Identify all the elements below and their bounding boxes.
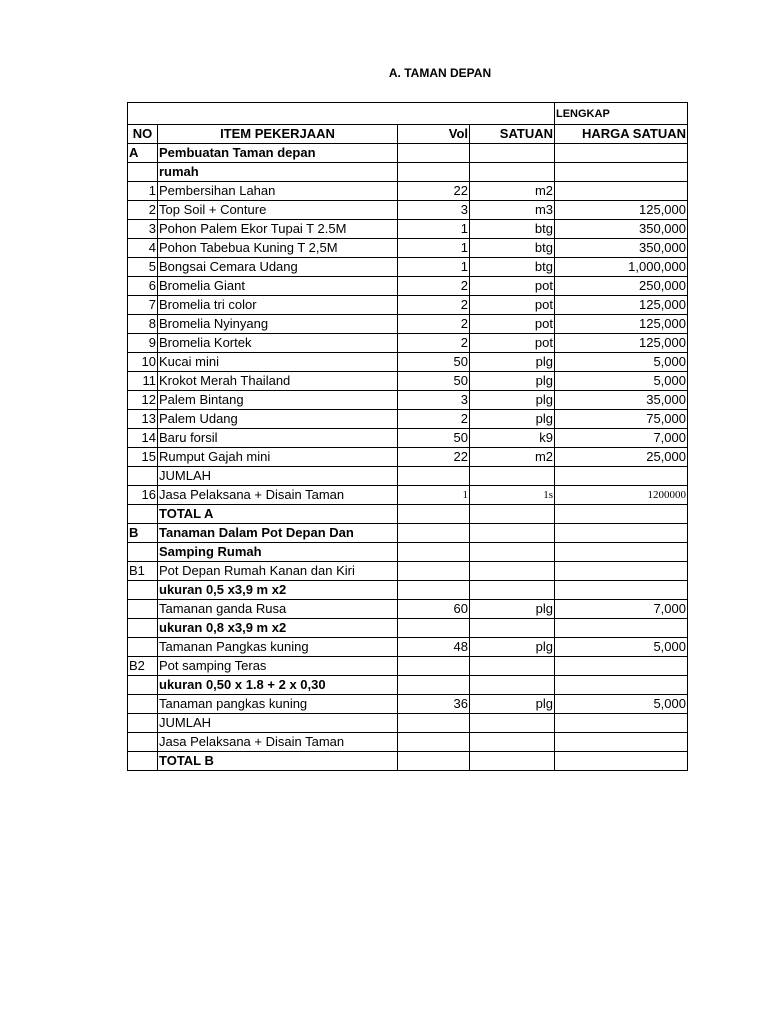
row-item: TOTAL B bbox=[158, 752, 398, 771]
row-vol: 2 bbox=[398, 410, 470, 429]
row-no bbox=[128, 714, 158, 733]
table-row bbox=[128, 752, 688, 771]
row-no: B2 bbox=[128, 657, 158, 676]
row-vol: 2 bbox=[398, 315, 470, 334]
row-no bbox=[128, 467, 158, 486]
row-vol: 2 bbox=[398, 296, 470, 315]
row-vol: 50 bbox=[398, 429, 470, 448]
row-satuan bbox=[470, 505, 555, 524]
row-item: Jasa Pelaksana + Disain Taman bbox=[158, 733, 398, 752]
table-row bbox=[128, 448, 688, 467]
table-row bbox=[128, 619, 688, 638]
row-item: Bromelia tri color bbox=[158, 296, 398, 315]
row-satuan bbox=[470, 467, 555, 486]
row-harga: 125,000 bbox=[555, 201, 688, 220]
table-row bbox=[128, 410, 688, 429]
lengkap-label: LENGKAP bbox=[555, 103, 688, 125]
row-harga bbox=[555, 676, 688, 695]
row-item: ukuran 0,5 x3,9 m x2 bbox=[158, 581, 398, 600]
row-harga bbox=[555, 543, 688, 562]
row-no: 1 bbox=[128, 182, 158, 201]
row-satuan: plg bbox=[470, 695, 555, 714]
table-row bbox=[128, 334, 688, 353]
row-no bbox=[128, 600, 158, 619]
row-item: Pembuatan Taman depan bbox=[158, 144, 398, 163]
row-vol bbox=[398, 733, 470, 752]
row-vol bbox=[398, 714, 470, 733]
row-harga bbox=[555, 733, 688, 752]
row-vol bbox=[398, 505, 470, 524]
header-harga: HARGA SATUAN bbox=[555, 125, 688, 144]
row-vol: 1 bbox=[398, 486, 470, 505]
row-no: B bbox=[128, 524, 158, 543]
row-item: Tamanan Pangkas kuning bbox=[158, 638, 398, 657]
row-harga: 350,000 bbox=[555, 239, 688, 258]
row-item: ukuran 0,50 x 1.8 + 2 x 0,30 bbox=[158, 676, 398, 695]
row-item: Krokot Merah Thailand bbox=[158, 372, 398, 391]
row-vol: 1 bbox=[398, 258, 470, 277]
row-vol bbox=[398, 562, 470, 581]
row-harga: 35,000 bbox=[555, 391, 688, 410]
row-satuan: btg bbox=[470, 220, 555, 239]
row-harga bbox=[555, 562, 688, 581]
row-harga: 250,000 bbox=[555, 277, 688, 296]
row-vol bbox=[398, 581, 470, 600]
row-satuan bbox=[470, 676, 555, 695]
row-item: Pot Depan Rumah Kanan dan Kiri bbox=[158, 562, 398, 581]
row-harga bbox=[555, 581, 688, 600]
row-satuan: btg bbox=[470, 258, 555, 277]
row-harga: 25,000 bbox=[555, 448, 688, 467]
row-item: Jasa Pelaksana + Disain Taman bbox=[158, 486, 398, 505]
row-item: Bromelia Kortek bbox=[158, 334, 398, 353]
row-no: 16 bbox=[128, 486, 158, 505]
row-vol: 2 bbox=[398, 334, 470, 353]
row-vol: 36 bbox=[398, 695, 470, 714]
row-vol bbox=[398, 619, 470, 638]
row-item: Tamanan ganda Rusa bbox=[158, 600, 398, 619]
table-row bbox=[128, 543, 688, 562]
row-vol: 50 bbox=[398, 372, 470, 391]
table-row bbox=[128, 505, 688, 524]
row-vol bbox=[398, 657, 470, 676]
row-harga: 7,000 bbox=[555, 429, 688, 448]
row-satuan: pot bbox=[470, 277, 555, 296]
row-satuan bbox=[470, 524, 555, 543]
row-satuan: pot bbox=[470, 296, 555, 315]
row-no bbox=[128, 163, 158, 182]
row-item: Baru forsil bbox=[158, 429, 398, 448]
row-satuan: plg bbox=[470, 410, 555, 429]
row-harga: 125,000 bbox=[555, 315, 688, 334]
row-satuan: m2 bbox=[470, 448, 555, 467]
row-item: Pot samping Teras bbox=[158, 657, 398, 676]
row-item: Samping Rumah bbox=[158, 543, 398, 562]
row-harga bbox=[555, 714, 688, 733]
row-vol bbox=[398, 144, 470, 163]
table-body bbox=[128, 144, 688, 771]
cost-table bbox=[127, 102, 688, 771]
table-row bbox=[128, 391, 688, 410]
row-no: 15 bbox=[128, 448, 158, 467]
row-satuan: plg bbox=[470, 372, 555, 391]
row-item: Bromelia Nyinyang bbox=[158, 315, 398, 334]
table-row bbox=[128, 296, 688, 315]
row-satuan bbox=[470, 752, 555, 771]
table-row bbox=[128, 581, 688, 600]
row-satuan bbox=[470, 562, 555, 581]
header-satuan: SATUAN bbox=[470, 125, 555, 144]
row-no bbox=[128, 543, 158, 562]
row-item: Pembersihan Lahan bbox=[158, 182, 398, 201]
header-vol: Vol bbox=[398, 125, 470, 144]
row-item: Rumput Gajah mini bbox=[158, 448, 398, 467]
row-harga: 5,000 bbox=[555, 353, 688, 372]
row-vol bbox=[398, 524, 470, 543]
row-harga bbox=[555, 505, 688, 524]
row-harga: 7,000 bbox=[555, 600, 688, 619]
table-row bbox=[128, 467, 688, 486]
row-item: Pohon Palem Ekor Tupai T 2.5M bbox=[158, 220, 398, 239]
table-row bbox=[128, 201, 688, 220]
row-vol: 60 bbox=[398, 600, 470, 619]
row-vol: 1 bbox=[398, 239, 470, 258]
row-item: Tanaman pangkas kuning bbox=[158, 695, 398, 714]
row-vol: 1 bbox=[398, 220, 470, 239]
row-item: Top Soil + Conture bbox=[158, 201, 398, 220]
row-satuan bbox=[470, 144, 555, 163]
row-vol bbox=[398, 676, 470, 695]
row-item: Tanaman Dalam Pot Depan Dan bbox=[158, 524, 398, 543]
row-vol: 22 bbox=[398, 448, 470, 467]
row-satuan bbox=[470, 163, 555, 182]
row-item: rumah bbox=[158, 163, 398, 182]
row-item: Palem Bintang bbox=[158, 391, 398, 410]
row-item: ukuran 0,8 x3,9 m x2 bbox=[158, 619, 398, 638]
row-satuan: plg bbox=[470, 638, 555, 657]
table-row bbox=[128, 144, 688, 163]
table-row bbox=[128, 733, 688, 752]
row-satuan: m2 bbox=[470, 182, 555, 201]
row-vol bbox=[398, 467, 470, 486]
row-vol: 3 bbox=[398, 201, 470, 220]
row-vol bbox=[398, 163, 470, 182]
row-satuan bbox=[470, 714, 555, 733]
table-row bbox=[128, 372, 688, 391]
row-no: 9 bbox=[128, 334, 158, 353]
row-satuan bbox=[470, 581, 555, 600]
row-no: 6 bbox=[128, 277, 158, 296]
table-row bbox=[128, 220, 688, 239]
row-no: 5 bbox=[128, 258, 158, 277]
header-item: ITEM PEKERJAAN bbox=[158, 125, 398, 144]
row-satuan bbox=[470, 733, 555, 752]
row-satuan: plg bbox=[470, 391, 555, 410]
row-satuan: plg bbox=[470, 600, 555, 619]
row-harga bbox=[555, 467, 688, 486]
row-item: JUMLAH bbox=[158, 467, 398, 486]
row-no: 11 bbox=[128, 372, 158, 391]
row-no bbox=[128, 638, 158, 657]
row-vol: 22 bbox=[398, 182, 470, 201]
table-row bbox=[128, 695, 688, 714]
row-no: A bbox=[128, 144, 158, 163]
row-satuan: m3 bbox=[470, 201, 555, 220]
table-row bbox=[128, 353, 688, 372]
row-item: Bromelia Giant bbox=[158, 277, 398, 296]
row-satuan bbox=[470, 657, 555, 676]
top-blank-cell bbox=[128, 103, 555, 125]
row-no bbox=[128, 752, 158, 771]
row-no: 2 bbox=[128, 201, 158, 220]
row-satuan: btg bbox=[470, 239, 555, 258]
row-item: JUMLAH bbox=[158, 714, 398, 733]
row-item: Kucai mini bbox=[158, 353, 398, 372]
row-satuan bbox=[470, 543, 555, 562]
row-no: 14 bbox=[128, 429, 158, 448]
table-row bbox=[128, 486, 688, 505]
table-row bbox=[128, 429, 688, 448]
row-no: 4 bbox=[128, 239, 158, 258]
row-vol: 50 bbox=[398, 353, 470, 372]
row-item: Palem Udang bbox=[158, 410, 398, 429]
row-vol bbox=[398, 752, 470, 771]
header-row bbox=[128, 125, 688, 144]
table-row bbox=[128, 714, 688, 733]
row-no bbox=[128, 619, 158, 638]
row-harga: 1200000 bbox=[555, 486, 688, 505]
row-no: 3 bbox=[128, 220, 158, 239]
row-satuan bbox=[470, 619, 555, 638]
row-item: TOTAL A bbox=[158, 505, 398, 524]
row-item: Pohon Tabebua Kuning T 2,5M bbox=[158, 239, 398, 258]
row-item: Bongsai Cemara Udang bbox=[158, 258, 398, 277]
row-harga bbox=[555, 182, 688, 201]
row-vol bbox=[398, 543, 470, 562]
table-row bbox=[128, 182, 688, 201]
row-satuan: k9 bbox=[470, 429, 555, 448]
table-row bbox=[128, 600, 688, 619]
row-no: 8 bbox=[128, 315, 158, 334]
table-row bbox=[128, 277, 688, 296]
row-no: 7 bbox=[128, 296, 158, 315]
row-no: 12 bbox=[128, 391, 158, 410]
row-harga: 125,000 bbox=[555, 296, 688, 315]
row-harga: 125,000 bbox=[555, 334, 688, 353]
table-row bbox=[128, 657, 688, 676]
row-satuan: pot bbox=[470, 315, 555, 334]
row-no bbox=[128, 505, 158, 524]
page-title: A. TAMAN DEPAN bbox=[388, 66, 492, 80]
row-harga: 5,000 bbox=[555, 372, 688, 391]
row-satuan: 1s bbox=[470, 486, 555, 505]
row-no bbox=[128, 676, 158, 695]
row-satuan: pot bbox=[470, 334, 555, 353]
row-harga: 5,000 bbox=[555, 695, 688, 714]
row-harga bbox=[555, 144, 688, 163]
row-no bbox=[128, 695, 158, 714]
row-harga bbox=[555, 619, 688, 638]
row-no: 13 bbox=[128, 410, 158, 429]
table-row bbox=[128, 676, 688, 695]
row-harga: 75,000 bbox=[555, 410, 688, 429]
top-label-row bbox=[128, 103, 688, 125]
header-no: NO bbox=[128, 125, 158, 144]
row-harga bbox=[555, 657, 688, 676]
row-satuan: plg bbox=[470, 353, 555, 372]
row-vol: 2 bbox=[398, 277, 470, 296]
row-harga: 350,000 bbox=[555, 220, 688, 239]
table-row bbox=[128, 239, 688, 258]
row-no: B1 bbox=[128, 562, 158, 581]
row-vol: 48 bbox=[398, 638, 470, 657]
row-harga bbox=[555, 163, 688, 182]
row-no bbox=[128, 733, 158, 752]
table-row bbox=[128, 163, 688, 182]
row-harga bbox=[555, 524, 688, 543]
row-no bbox=[128, 581, 158, 600]
table-row bbox=[128, 638, 688, 657]
table-row bbox=[128, 258, 688, 277]
table-row bbox=[128, 315, 688, 334]
row-harga bbox=[555, 752, 688, 771]
row-harga: 5,000 bbox=[555, 638, 688, 657]
cost-table-sheet bbox=[127, 102, 686, 773]
row-vol: 3 bbox=[398, 391, 470, 410]
table-row bbox=[128, 562, 688, 581]
row-no: 10 bbox=[128, 353, 158, 372]
row-harga: 1,000,000 bbox=[555, 258, 688, 277]
table-row bbox=[128, 524, 688, 543]
